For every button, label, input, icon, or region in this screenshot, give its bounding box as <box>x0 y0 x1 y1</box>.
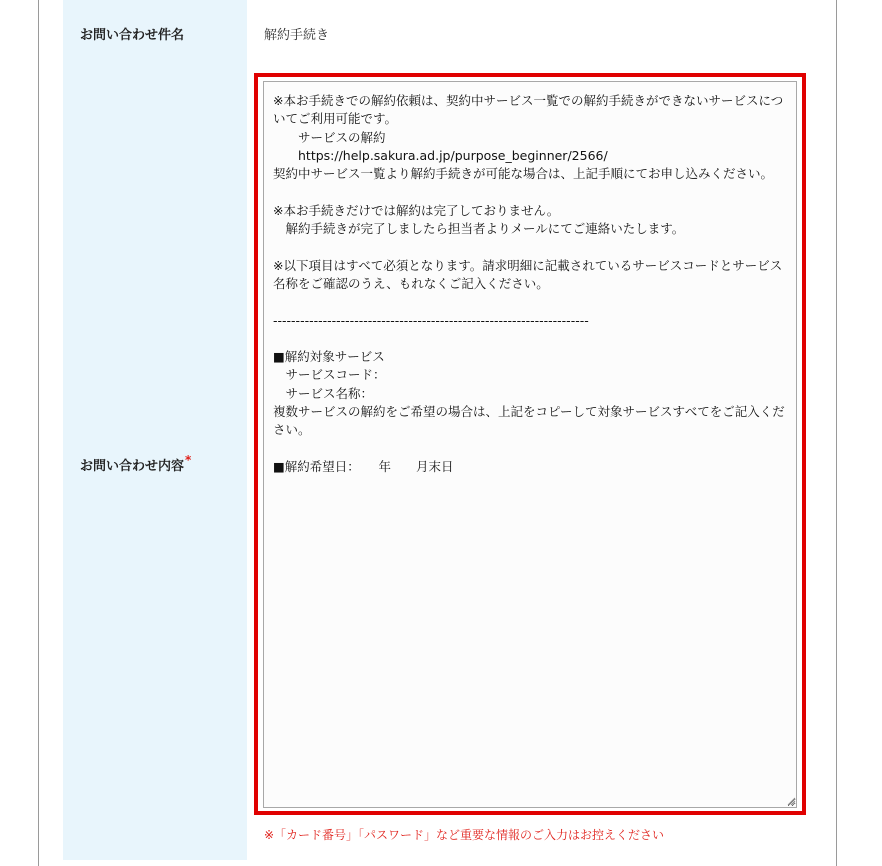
sensitive-info-notice: ※「カード番号」「パスワード」など重要な情報のご入力はお控えください <box>264 828 665 842</box>
subject-label-text: お問い合わせ件名 <box>80 28 185 43</box>
inquiry-content-textarea[interactable] <box>263 81 797 808</box>
content-label <box>80 455 191 474</box>
resize-grip-icon[interactable] <box>786 796 796 806</box>
required-asterisk: * <box>185 453 192 467</box>
label-column <box>63 0 247 860</box>
content-label-text: お問い合わせ内容 <box>80 459 185 474</box>
subject-label <box>80 24 184 43</box>
form-frame-left-border <box>38 0 39 866</box>
form-frame-right-border <box>836 0 837 866</box>
subject-value: 解約手続き <box>264 28 330 43</box>
